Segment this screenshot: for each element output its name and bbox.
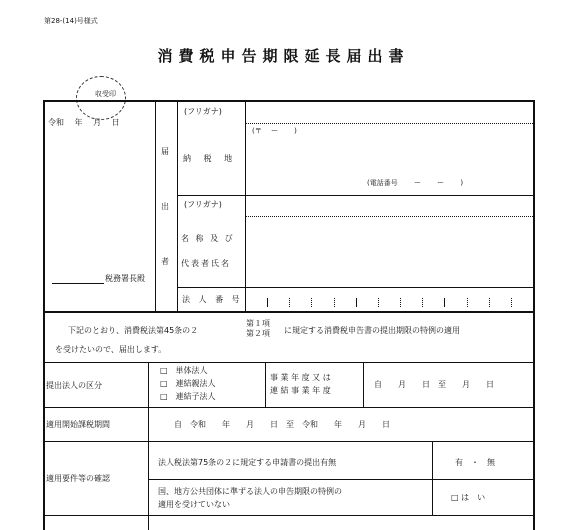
divider-date-col <box>155 100 156 311</box>
req-row-bottom <box>43 515 534 516</box>
address-bottom-line <box>177 195 533 196</box>
frame-upper-bottom <box>43 311 534 313</box>
tax-office-blank[interactable] <box>52 274 104 284</box>
fiscal-label-line1: 事 業 年 度 又 は <box>270 373 331 382</box>
corp-number-boxes[interactable] <box>245 288 533 311</box>
form-title: 消費税申告期限延長届出書 <box>157 47 410 65</box>
statement-line1-pre: 下記のとおり、消費税法第45条の２ <box>68 326 199 335</box>
req-answer-divider <box>432 441 433 515</box>
frame-right <box>533 100 535 530</box>
frame-left <box>43 100 45 530</box>
statement-item-2: 第２項 <box>246 329 270 338</box>
lower-label-divider <box>148 362 149 530</box>
fiscal-period-field[interactable]: 自 月 日 至 月 日 <box>374 380 494 389</box>
corp-number-digit-separator <box>356 298 357 307</box>
corp-number-digit-separator <box>444 298 445 307</box>
side-label-de: 出 <box>161 202 169 211</box>
fiscal-label-divider <box>363 362 364 407</box>
tax-office-field[interactable] <box>52 273 145 284</box>
form-number: 第28-(14)号様式 <box>44 17 98 25</box>
statement-item-stack <box>246 319 270 339</box>
req-mid-line <box>148 479 534 480</box>
filing-date[interactable]: 令和 年 月 日 <box>48 118 120 127</box>
class-row-top <box>43 362 534 363</box>
frame-top <box>43 100 534 102</box>
corp-number-digit-separator <box>311 298 312 307</box>
class-row-bottom <box>43 407 534 408</box>
postal-code-field[interactable]: (〒 ー ) <box>252 127 297 135</box>
requirement-a1-choice[interactable]: 有 ・ 無 <box>455 458 495 467</box>
corp-number-digit-separator <box>334 298 335 307</box>
class-options-divider <box>265 362 266 407</box>
classification-label: 提出法人の区分 <box>46 381 102 390</box>
phone-number-field[interactable]: (電話番号 ー ー ) <box>367 179 464 187</box>
requirement-q2-line2: 適用を受けていない <box>158 500 230 509</box>
name-label-line2: 代表者氏名 <box>181 259 231 268</box>
furigana-label-2: (フリガナ) <box>184 200 222 209</box>
corp-number-digit-separator <box>267 298 268 307</box>
corp-number-digit-separator <box>378 298 379 307</box>
receipt-stamp-label: 収受印 <box>95 90 116 98</box>
corp-number-digit-separator <box>489 298 490 307</box>
address-label: 納 税 地 <box>183 154 238 163</box>
statement-line1-post: に規定する消費税申告書の提出期限の特例の適用 <box>284 326 460 335</box>
period-row-bottom <box>43 441 534 442</box>
corp-number-digit-separator <box>289 298 290 307</box>
option-single-corp[interactable]: □ 単体法人 <box>160 366 208 375</box>
taxable-period-label: 適用開始課税期間 <box>46 420 110 429</box>
corp-number-digit-separator <box>467 298 468 307</box>
fiscal-label-line2: 連 結 事 業 年 度 <box>270 386 331 395</box>
requirements-label: 適用要件等の確認 <box>46 474 110 483</box>
option-consolidated-parent[interactable]: □ 連結親法人 <box>160 379 216 388</box>
taxable-period-field[interactable]: 自 令和 年 月 日 至 令和 年 月 日 <box>174 420 390 429</box>
furigana-2-line <box>245 216 533 217</box>
corp-number-digit-separator <box>511 298 512 307</box>
furigana-label-1: (フリガナ) <box>184 107 222 116</box>
side-label-sha: 者 <box>161 257 169 266</box>
divider-side-col <box>177 100 178 311</box>
option-consolidated-sub[interactable]: □ 連結子法人 <box>160 392 216 401</box>
address-input[interactable] <box>246 130 532 194</box>
corp-number-digit-separator <box>400 298 401 307</box>
name-input[interactable] <box>246 218 532 286</box>
statement-item-1: 第１項 <box>246 319 270 328</box>
requirement-a2-checkbox[interactable]: □ は い <box>451 493 486 502</box>
statement-line2: を受けたいので、届出します。 <box>55 345 167 354</box>
corp-number-digit-separator <box>422 298 423 307</box>
side-label-todoke: 届 <box>161 147 169 156</box>
requirement-q2-line1: 国、地方公共団体に準ずる法人の申告期限の特例の <box>158 487 342 496</box>
tax-office-suffix: 税務署長殿 <box>105 274 145 283</box>
corp-number-label: 法 人 番 号 <box>182 295 243 304</box>
name-label-line1: 名 称 及 び <box>181 234 235 243</box>
furigana-1-line <box>245 123 533 124</box>
requirement-q1: 法人税法第75条の２に規定する申請書の提出有無 <box>158 458 337 467</box>
